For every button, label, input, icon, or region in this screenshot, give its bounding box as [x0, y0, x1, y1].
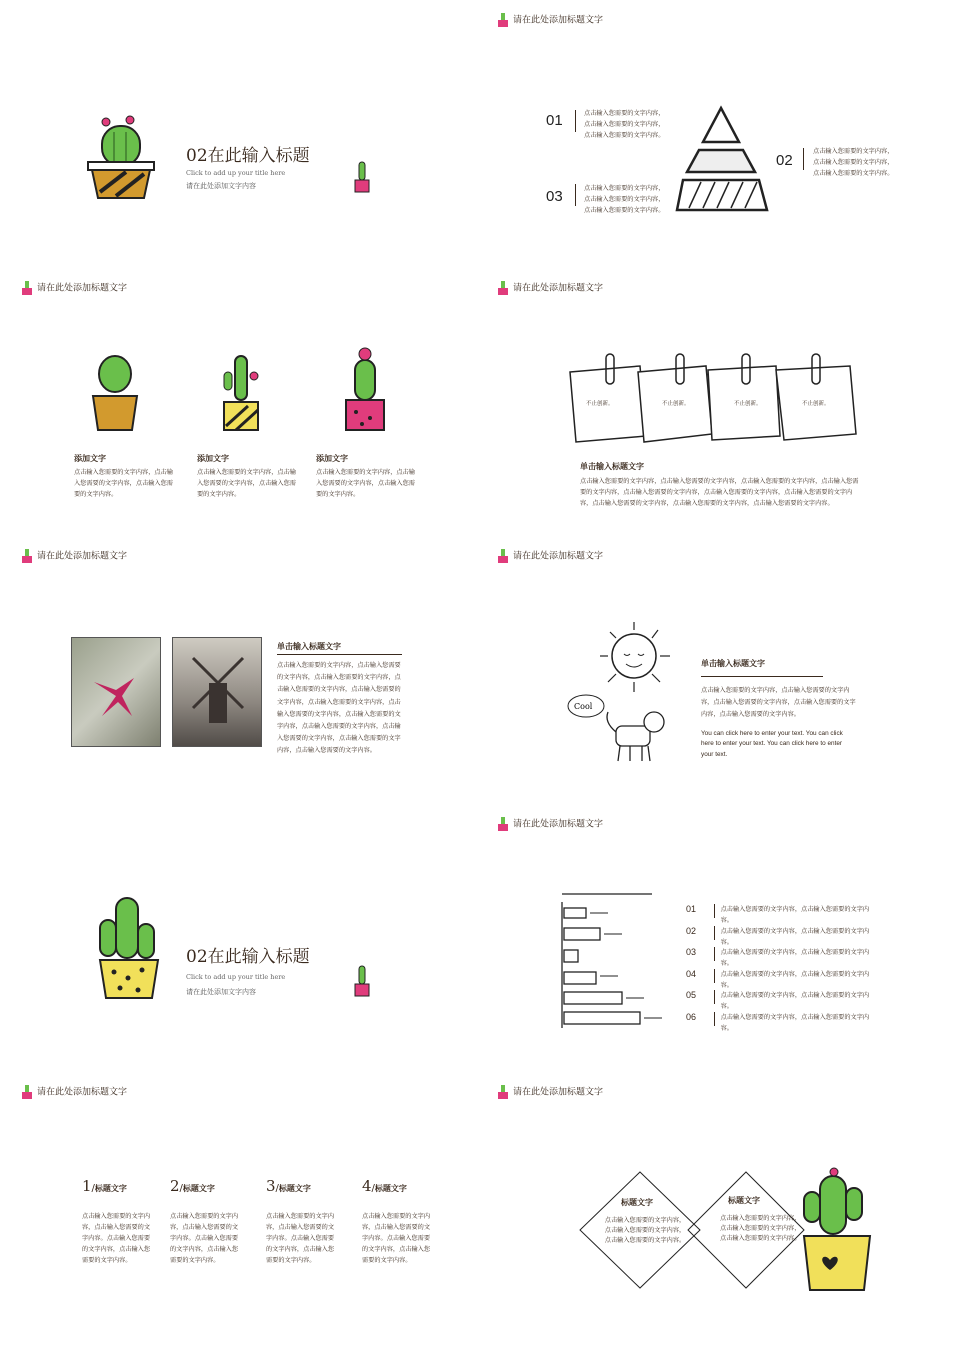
svg-text:Cool: Cool — [574, 702, 593, 711]
slide-header: 请在此处添加标题文字 — [496, 1084, 603, 1100]
section-title: 02在此输入标题 — [186, 146, 310, 166]
succulent-pot-icon — [90, 352, 140, 434]
cactus-heart-pot-icon — [798, 1166, 876, 1294]
slide-section-1 — [0, 0, 480, 268]
slide-header: 请在此处添加标题文字 — [20, 1084, 127, 1100]
notes-title: 单击输入标题文字 — [580, 462, 644, 471]
header-cactus-icon — [496, 1084, 510, 1100]
tall-cactus-pot-icon — [218, 352, 264, 434]
pyramid-icon — [675, 104, 771, 214]
slide-pyramid — [480, 0, 960, 268]
column-4: 4/标题文字 点击输入您需要的文字内容，点击输入您需要的文字内容。点击输入您需要的文字内容，点击输入您需要的文字内容。 — [362, 1177, 431, 1264]
cactus-text-3: 点击输入您需要的文字内容，点击输入您需要的文字内容，点击输入您需要的文字内容。 — [316, 469, 415, 498]
slide-header: 请在此处添加标题文字 — [20, 548, 127, 564]
sun-cat-illustration — [566, 616, 676, 771]
section-title: 02在此输入标题 — [186, 947, 310, 967]
note-label-2: 不止创新。 — [662, 401, 690, 407]
diamond-text-2: 点击输入您需要的文字内容，点击输入您需要的文字内容，点击输入您需要的文字内容。 — [720, 1215, 801, 1242]
column-1: 1/标题文字 点击输入您需要的文字内容，点击输入您需要的文字内容。点击输入您需要的文字内容，点击输入您需要的文字内容。 — [82, 1177, 151, 1264]
diamond-title-2: 标题文字 — [728, 1196, 760, 1205]
header-cactus-icon — [496, 12, 510, 28]
diamond-text-1: 点击输入您需要的文字内容，点击输入您需要的文字内容，点击输入您需要的文字内容。 — [604, 1217, 686, 1244]
header-cactus-icon — [20, 548, 34, 564]
slide-header: 请在此处添加标题文字 — [496, 280, 603, 296]
note-label-4: 不止创新。 — [802, 401, 830, 407]
pyramid-text-03: 点击输入您需要的文字内容， 点击输入您需要的文字内容， 点击输入您需要的文字内容。 — [584, 185, 665, 214]
column-2: 2/标题文字 点击输入您需要的文字内容，点击输入您需要的文字内容。点击输入您需要的文字内容，点击输入您需要的文字内容。 — [170, 1177, 239, 1264]
sun-en-text: You can click here to enter your text. You can click here to enter your text. You can click here to enter your text. — [701, 730, 843, 758]
slide-diamonds — [480, 1072, 960, 1352]
slide-three-cacti — [0, 268, 480, 536]
bars-list — [686, 904, 876, 1033]
pyramid-num-03: 03 — [546, 188, 563, 205]
sun-icon — [612, 634, 656, 678]
slide-header: 请在此处添加标题文字 — [496, 548, 603, 564]
cactus-text-2: 点击输入您需要的文字内容，点击输入您需要的文字内容，点击输入您需要的文字内容。 — [197, 469, 296, 498]
divider — [803, 148, 804, 170]
slide-sun-cat — [480, 536, 960, 804]
pink-pot-cactus-icon — [342, 346, 388, 434]
note-label-3: 不止创新。 — [734, 401, 762, 407]
cactus-title-1: 添加文字 — [74, 454, 106, 463]
header-cactus-icon — [496, 280, 510, 296]
pyramid-num-02: 02 — [776, 152, 793, 169]
header-cactus-icon — [496, 816, 510, 832]
windmill-icon — [173, 638, 261, 746]
sun-title: 单击输入标题文字 — [701, 659, 765, 668]
cactus-yellow-pot-icon — [96, 892, 162, 1002]
photo-windmill — [172, 637, 262, 747]
header-cactus-icon — [496, 548, 510, 564]
pyramid-text-02: 点击输入您需要的文字内容， 点击输入您需要的文字内容， 点击输入您需要的文字内容。 — [813, 148, 894, 177]
sun-cn-text: 点击输入您需要的文字内容，点击输入您需要的文字内容，点击输入您需要的文字内容，点击输入您需要的文字内容，点击输入您需要的文字内容。 — [701, 687, 856, 719]
cactus-title-2: 添加文字 — [197, 454, 229, 463]
slide-photos — [0, 536, 480, 804]
photos-title: 单击输入标题文字 — [277, 642, 341, 651]
divider — [575, 184, 576, 206]
photo-pinwheel — [71, 637, 161, 747]
section-subtitle-cn: 请在此处添加文字内容 — [186, 182, 256, 190]
slide-sticky-notes — [480, 268, 960, 536]
slide-four-columns — [0, 1072, 480, 1352]
list-item: 03 点击输入您需要的文字内容，点击输入您需要的文字内容。 — [686, 947, 870, 967]
column-3: 3/标题文字 点击输入您需要的文字内容，点击输入您需要的文字内容。点击输入您需要的文字内容，点击输入您需要的文字内容。 — [266, 1177, 335, 1264]
pinwheel-icon — [72, 638, 160, 746]
photos-body: 点击输入您需要的文字内容，点击输入您需要的文字内容，点击输入您需要的文字内容，点击输入您需要的文字内容，点击输入您需要的文字内容，点击输入您需要的文字内容，点击输入您需要的文字内容，点击输入您需要的文字内容，点击输入您需要的文字内容，点击输入您需要的文字内容，点击输入您需要的文字内容，点击输入您需要的文字内容。 — [277, 662, 401, 755]
small-cactus-icon — [353, 160, 371, 194]
section-subtitle-en: Click to add up your title here — [186, 973, 286, 981]
list-item: 02 点击输入您需要的文字内容，点击输入您需要的文字内容。 — [686, 925, 870, 946]
list-item: 05 点击输入您需要的文字内容，点击输入您需要的文字内容。 — [686, 990, 870, 1010]
list-item: 06 点击输入您需要的文字内容，点击输入您需要的文字内容。 — [686, 1011, 870, 1032]
list-item: 04 点击输入您需要的文字内容，点击输入您需要的文字内容。 — [686, 968, 870, 989]
cactus-text-1: 点击输入您需要的文字内容，点击输入您需要的文字内容，点击输入您需要的文字内容。 — [74, 469, 173, 498]
slide-header: 请在此处添加标题文字 — [20, 280, 127, 296]
title-underline — [277, 654, 402, 655]
divider — [575, 110, 576, 132]
slide-header: 请在此处添加标题文字 — [496, 12, 603, 28]
section-subtitle-en: Click to add up your title here — [186, 169, 286, 177]
slide-section-2 — [0, 804, 480, 1072]
cactus-title-3: 添加文字 — [316, 454, 348, 463]
pyramid-text-01: 点击输入您需要的文字内容， 点击输入您需要的文字内容， 点击输入您需要的文字内容。 — [584, 110, 665, 139]
cactus-pot-icon — [86, 112, 158, 204]
notes-body: 点击输入您需要的文字内容，点击输入您需要的文字内容，点击输入您需要的文字内容，点击输入您需要的文字内容，点击输入您需要的文字内容，点击输入您需要的文字内容，点击输入您需要的文字内容，点击输入您需要的文字内容，点击输入您需要的文字内容，点击输入您需要的文字内容。 — [580, 478, 859, 507]
header-cactus-icon — [20, 280, 34, 296]
header-cactus-icon — [20, 1084, 34, 1100]
note-label-1: 不止创新。 — [586, 401, 614, 407]
slide-header: 请在此处添加标题文字 — [496, 816, 603, 832]
pyramid-num-01: 01 — [546, 112, 563, 129]
list-item: 01 点击输入您需要的文字内容，点击输入您需要的文字内容。 — [686, 904, 870, 924]
section-subtitle-cn: 请在此处添加文字内容 — [186, 988, 256, 996]
diamond-title-1: 标题文字 — [621, 1198, 653, 1207]
small-cactus-icon — [353, 964, 371, 1000]
slide-bars — [480, 804, 960, 1072]
title-underline — [701, 676, 823, 677]
sketch-bar-diagram — [560, 892, 670, 1030]
cat-icon — [607, 712, 664, 761]
